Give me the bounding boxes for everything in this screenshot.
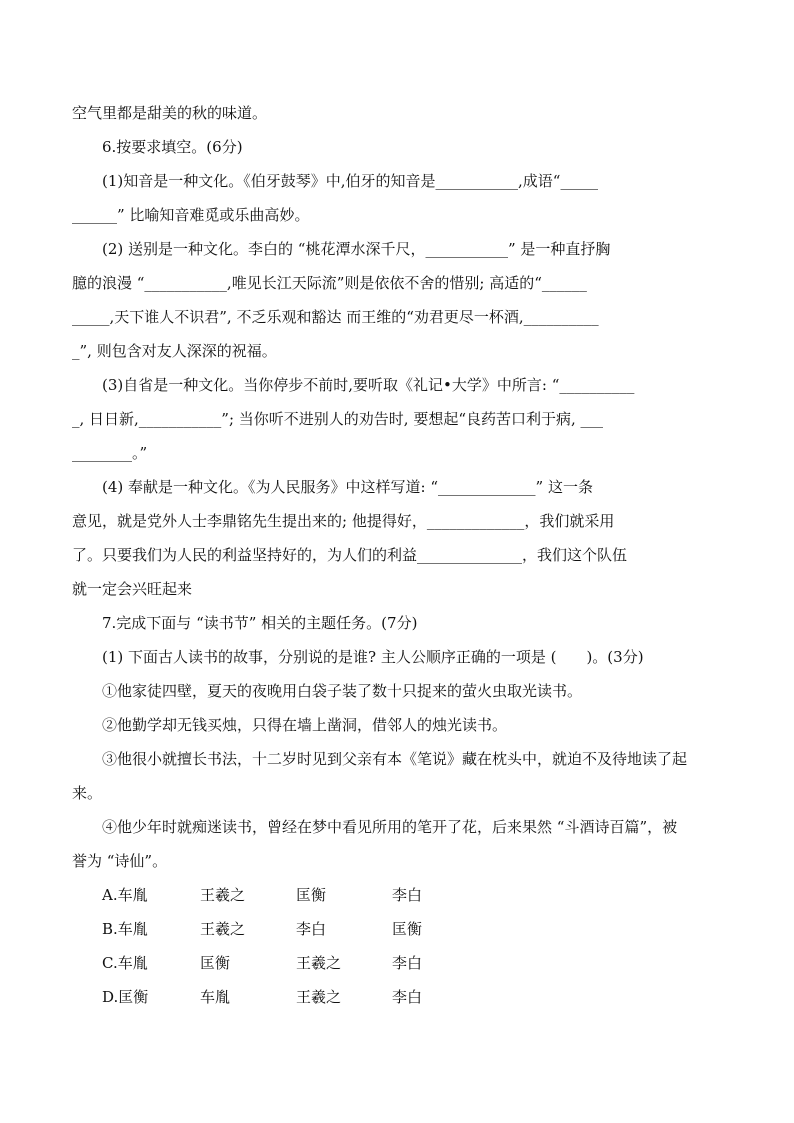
q6-part1-line2: ______” 比喻知音难觅或乐曲高妙。 [72, 206, 310, 224]
q6-part3-line1: (3)自省是一种文化。当你停步不前时,要听取《礼记•大学》中所言: “__________ [102, 376, 635, 394]
story-3-line2: 来。 [72, 784, 103, 802]
q6-part2-line1: (2) 送别是一种文化。李白的 “桃花潭水深千尺，___________” 是一种直抒胸 [102, 240, 611, 258]
question-6-heading: 6.按要求填空。(6分) [102, 138, 243, 156]
option-name: 李白 [392, 954, 423, 972]
text-line-1: 空气里都是甜美的秋的味道。 [72, 104, 268, 122]
story-4-line2: 誉为 “诗仙”。 [72, 852, 168, 870]
story-3-line1: ③他很小就擅长书法，十二岁时见到父亲有本《笔说》藏在枕头中，就迫不及待地读了起 [102, 750, 688, 768]
question-7-heading: 7.完成下面与 “读书节” 相关的主题任务。(7分) [102, 614, 418, 632]
option-label: A.车胤 [102, 886, 148, 904]
option-name: 王羲之 [200, 920, 246, 938]
option-d[interactable] [102, 980, 724, 1014]
q6-part2-line4: _”, 则包含对友人深深的祝福。 [72, 342, 277, 360]
option-name: 王羲之 [296, 988, 342, 1006]
story-2: ②他勤学却无钱买烛，只得在墙上凿洞，借邻人的烛光读书。 [102, 716, 508, 734]
option-label: B.车胤 [102, 920, 148, 938]
story-1: ①他家徒四壁，夏天的夜晚用白袋子装了数十只捉来的萤火虫取光读书。 [102, 682, 583, 700]
q6-part1-line1: (1)知音是一种文化。《伯牙鼓琴》中,伯牙的知音是___________,成语“_____ [102, 172, 598, 190]
option-name: 匡衡 [200, 954, 231, 972]
option-c[interactable] [102, 946, 724, 980]
option-name: 匡衡 [392, 920, 423, 938]
option-label: C.车胤 [102, 954, 148, 972]
option-name: 车胤 [200, 988, 231, 1006]
q6-part4-line4: 就一定会兴旺起来 [72, 580, 193, 598]
q6-part4-line2: 意见，就是党外人士李鼎铭先生提出来的; 他提得好，_____________，我们就采用 [72, 512, 615, 530]
story-4-line1: ④他少年时就痴迷读书，曾经在梦中看见所用的笔开了花，后来果然 “斗酒诗百篇”，被 [102, 818, 678, 836]
q6-part4-line1: (4) 奉献是一种文化。《为人民服务》中这样写道: “_____________” 这一条 [102, 478, 593, 496]
option-name: 王羲之 [200, 886, 246, 904]
option-name: 王羲之 [296, 954, 342, 972]
option-label: D.匡衡 [102, 988, 149, 1006]
option-name: 匡衡 [296, 886, 327, 904]
option-b[interactable] [102, 912, 724, 946]
q6-part2-line3: _____,天下谁人不识君”, 不乏乐观和豁达 而王维的“劝君更尽一杯酒,__________ [72, 308, 599, 326]
option-a[interactable] [102, 878, 724, 912]
option-name: 李白 [392, 886, 423, 904]
option-name: 李白 [296, 920, 327, 938]
q6-part4-line3: 了。只要我们为人民的利益坚持好的，为人们的利益______________，我们这个队伍 [72, 546, 628, 564]
q6-part3-line2: _, 日日新,___________”; 当你听不进别人的劝告时, 要想起“良药苦口利于病, ___ [72, 410, 604, 428]
option-name: 李白 [392, 988, 423, 1006]
q7-part1-prompt: (1) 下面古人读书的故事，分别说的是谁? 主人公顺序正确的一项是 ( )。(3分) [102, 648, 644, 666]
q6-part3-line3: ________。” [72, 444, 148, 462]
document-page [72, 96, 724, 1014]
q6-part2-line2: 臆的浪漫 “___________,唯见长江天际流”则是依依不舍的惜别; 高适的“______ [72, 274, 587, 292]
